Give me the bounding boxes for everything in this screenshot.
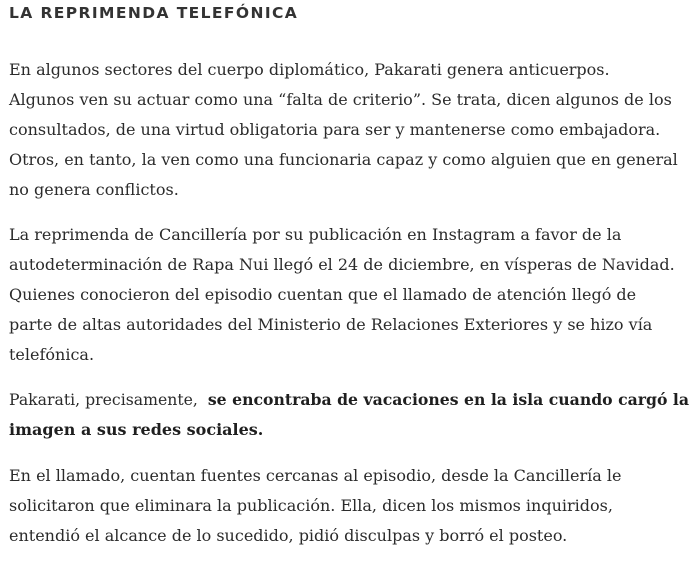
section-heading: LA REPRIMENDA TELEFÓNICA (9, 4, 299, 22)
paragraph-line (9, 385, 689, 415)
plain-text: Pakarati, precisamente, (9, 390, 198, 409)
paragraph-line: parte de altas autoridades del Ministerio de Relaciones Exteriores y se hizo vía (9, 315, 653, 334)
paragraph-line: Algunos ven su actuar como una “falta de criterio”. Se trata, dicen algunos de los (9, 90, 672, 109)
paragraph-line: solicitaron que eliminara la publicación. Ella, dicen los mismos inquiridos, (9, 496, 613, 515)
paragraph-line: autodeterminación de Rapa Nui llegó el 24 de diciembre, en vísperas de Navidad. (9, 255, 675, 274)
bold-text: imagen a sus redes sociales. (9, 420, 264, 439)
bold-text: se encontraba de vacaciones en la isla cuando cargó la (207, 390, 690, 409)
paragraph-line: no genera conflictos. (9, 180, 179, 199)
paragraph-4 (9, 461, 621, 551)
paragraph-line: consultados, de una virtud obligatoria para ser y mantenerse como embajadora. (9, 120, 661, 139)
paragraph-line: Otros, en tanto, la ven como una funcionaria capaz y como alguien que en general (9, 150, 678, 169)
paragraph-line: entendió el alcance de lo sucedido, pidió disculpas y borró el posteo. (9, 526, 568, 545)
paragraph-line: Quienes conocieron del episodio cuentan que el llamado de atención llegó de (9, 285, 637, 304)
paragraph-line: En algunos sectores del cuerpo diplomático, Pakarati genera anticuerpos. (9, 60, 610, 79)
paragraph-line: telefónica. (9, 345, 95, 364)
article-body (9, 0, 691, 545)
paragraph-3 (9, 385, 691, 445)
paragraph-line: En el llamado, cuentan fuentes cercanas al episodio, desde la Cancillería le (9, 466, 622, 485)
paragraph-line: La reprimenda de Cancillería por su publicación en Instagram a favor de la (9, 225, 622, 244)
paragraph-1 (9, 55, 678, 205)
paragraph-2 (9, 220, 675, 370)
